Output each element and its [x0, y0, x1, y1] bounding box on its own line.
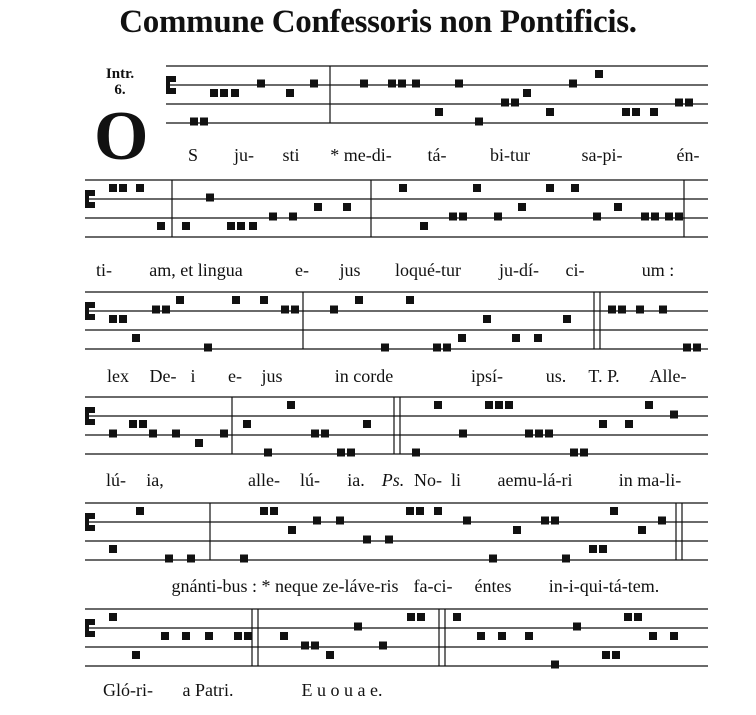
neume-note: [109, 315, 117, 323]
neume-note: [343, 203, 351, 211]
neume-note: [385, 536, 393, 544]
neume-note: [161, 632, 169, 640]
neume-note: [165, 555, 173, 563]
neume-note: [326, 651, 334, 659]
neume-note: [535, 430, 543, 438]
neume-note: [237, 222, 245, 230]
neume-note: [569, 80, 577, 88]
lyric-syllable: No-: [414, 470, 442, 490]
neume-note: [593, 213, 601, 221]
lyric-syllable: Ps.: [381, 470, 405, 490]
neume-note: [406, 296, 414, 304]
neume-note: [129, 420, 137, 428]
clef-icon-part: [88, 513, 95, 519]
neume-note: [416, 507, 424, 515]
neume-note: [459, 213, 467, 221]
neume-note: [498, 632, 506, 640]
neume-note: [614, 203, 622, 211]
neume-note: [109, 184, 117, 192]
lyric-syllable: e-: [228, 366, 242, 386]
neume-note: [269, 213, 277, 221]
lyric-syllable: lú-: [106, 470, 126, 490]
neume-note: [152, 306, 160, 314]
lyric-syllable: tá-: [427, 145, 447, 165]
neume-note: [119, 184, 127, 192]
neume-note: [624, 613, 632, 621]
neume-note: [571, 184, 579, 192]
neume-note: [612, 651, 620, 659]
neume-note: [379, 642, 387, 650]
neume-note: [406, 507, 414, 515]
neume-note: [288, 526, 296, 534]
mode-number: 6.: [114, 82, 126, 98]
neume-note: [589, 545, 597, 553]
neume-note: [119, 315, 127, 323]
lyric-syllable: gnánti-bus : * neque ze-láve-ris: [171, 576, 399, 596]
neume-note: [270, 507, 278, 515]
neume-note: [200, 118, 208, 126]
neume-note: [260, 296, 268, 304]
neume-note: [190, 118, 198, 126]
mode-label: Intr.: [105, 66, 135, 82]
neume-note: [109, 613, 117, 621]
neume-note: [187, 555, 195, 563]
neume-note: [210, 89, 218, 97]
neume-note: [455, 80, 463, 88]
neume-note: [157, 222, 165, 230]
lyric-syllable: alle-: [248, 470, 280, 490]
neume-note: [244, 632, 252, 640]
neume-note: [162, 306, 170, 314]
neume-note: [260, 507, 268, 515]
neume-note: [330, 306, 338, 314]
lyric-syllable: jus: [261, 366, 283, 386]
neume-note: [313, 517, 321, 525]
neume-note: [494, 213, 502, 221]
neume-note: [109, 430, 117, 438]
neume-note: [311, 642, 319, 650]
neume-note: [610, 507, 618, 515]
neume-note: [580, 449, 588, 457]
initial-letter: O: [94, 98, 149, 175]
neume-note: [551, 661, 559, 669]
lyric-syllable: in ma-li-: [618, 470, 682, 490]
neume-note: [632, 108, 640, 116]
neume-note: [473, 184, 481, 192]
neume-note: [176, 296, 184, 304]
neume-note: [417, 613, 425, 621]
neume-note: [435, 108, 443, 116]
neume-note: [240, 555, 248, 563]
neume-note: [321, 430, 329, 438]
neume-note: [489, 555, 497, 563]
lyric-syllable: us.: [545, 366, 567, 386]
neume-note: [622, 108, 630, 116]
neume-note: [280, 632, 288, 640]
lyric-syllable: Alle-: [649, 366, 687, 386]
clef-icon-part: [88, 407, 95, 413]
neume-note: [511, 99, 519, 107]
neume-note: [525, 632, 533, 640]
neume-note: [459, 430, 467, 438]
neume-note: [693, 344, 701, 352]
lyric-syllable: sti: [282, 145, 300, 165]
neume-note: [243, 420, 251, 428]
lyric-syllable: bi-tur: [490, 145, 530, 165]
neume-note: [336, 517, 344, 525]
neume-note: [363, 420, 371, 428]
neume-note: [638, 526, 646, 534]
neume-note: [512, 334, 520, 342]
neume-note: [477, 632, 485, 640]
neume-note: [139, 420, 147, 428]
clef-icon-part: [169, 88, 176, 94]
neume-note: [204, 344, 212, 352]
neume-note: [525, 430, 533, 438]
lyric-syllable: De-: [149, 366, 177, 386]
lyric-syllable: e-: [295, 260, 309, 280]
clef-icon-part: [88, 619, 95, 625]
neume-note: [314, 203, 322, 211]
neume-note: [182, 222, 190, 230]
neume-note: [670, 411, 678, 419]
neume-note: [495, 401, 503, 409]
neume-note: [388, 80, 396, 88]
neume-note: [232, 296, 240, 304]
neume-note: [286, 89, 294, 97]
neume-note: [562, 555, 570, 563]
lyric-syllable: éntes: [474, 576, 512, 596]
neume-note: [675, 213, 683, 221]
neume-note: [665, 213, 673, 221]
neume-note: [505, 401, 513, 409]
neume-note: [599, 420, 607, 428]
lyric-syllable: in-i-qui-tá-tem.: [548, 576, 660, 596]
lyric-syllable: i: [190, 366, 196, 386]
neume-note: [475, 118, 483, 126]
neume-note: [650, 108, 658, 116]
neume-note: [398, 80, 406, 88]
neume-note: [136, 184, 144, 192]
neume-note: [518, 203, 526, 211]
lyric-syllable: sa-pi-: [581, 145, 623, 165]
neume-note: [641, 213, 649, 221]
page-title: Commune Confessoris non Pontificis.: [119, 4, 637, 40]
neume-note: [420, 222, 428, 230]
neume-note: [347, 449, 355, 457]
neume-note: [670, 632, 678, 640]
neume-note: [434, 401, 442, 409]
neume-note: [636, 306, 644, 314]
neume-note: [172, 430, 180, 438]
neume-note: [458, 334, 466, 342]
neume-note: [264, 449, 272, 457]
neume-note: [434, 507, 442, 515]
neume-note: [132, 334, 140, 342]
neume-note: [563, 315, 571, 323]
neume-note: [570, 449, 578, 457]
neume-note: [249, 222, 257, 230]
lyric-syllable: ia,: [146, 470, 164, 490]
neume-note: [355, 296, 363, 304]
neume-note: [399, 184, 407, 192]
neume-note: [195, 439, 203, 447]
lyric-syllable: ju-: [234, 145, 254, 165]
neume-note: [599, 545, 607, 553]
neume-note: [685, 99, 693, 107]
lyric-syllable: ju-dí-: [499, 260, 539, 280]
neume-note: [449, 213, 457, 221]
lyric-syllable: én-: [676, 145, 700, 165]
lyric-syllable: ti-: [96, 260, 112, 280]
neume-note: [363, 536, 371, 544]
neume-note: [634, 613, 642, 621]
neume-note: [109, 545, 117, 553]
clef-icon-part: [88, 202, 95, 208]
lyric-syllable: S: [187, 145, 199, 165]
clef-icon-part: [88, 631, 95, 637]
clef-icon-part: [88, 190, 95, 196]
lyric-syllable: li: [450, 470, 462, 490]
lyric-syllable: Gló-ri-: [103, 680, 153, 700]
neume-note: [433, 344, 441, 352]
neume-note: [291, 306, 299, 314]
neume-note: [649, 632, 657, 640]
neume-note: [651, 213, 659, 221]
neume-note: [541, 517, 549, 525]
neume-note: [407, 613, 415, 621]
neume-note: [675, 99, 683, 107]
neume-note: [220, 89, 228, 97]
neume-note: [412, 449, 420, 457]
neume-note: [337, 449, 345, 457]
lyric-syllable: lú-: [300, 470, 320, 490]
neume-note: [523, 89, 531, 97]
neume-note: [149, 430, 157, 438]
lyric-syllable: E u o u a e.: [301, 680, 383, 700]
neume-note: [551, 517, 559, 525]
lyric-syllable: um :: [641, 260, 675, 280]
clef-icon-part: [88, 314, 95, 320]
neume-note: [206, 194, 214, 202]
neume-note: [136, 507, 144, 515]
lyric-syllable: jus: [339, 260, 361, 280]
neume-note: [618, 306, 626, 314]
neume-note: [546, 108, 554, 116]
neume-note: [381, 344, 389, 352]
neume-note: [287, 401, 295, 409]
neume-note: [220, 430, 228, 438]
clef-icon-part: [169, 76, 176, 82]
neume-note: [257, 80, 265, 88]
neume-note: [443, 344, 451, 352]
lyric-syllable: * me-di-: [330, 145, 392, 165]
neume-note: [573, 623, 581, 631]
neume-note: [360, 80, 368, 88]
neume-note: [301, 642, 309, 650]
neume-note: [658, 517, 666, 525]
lyric-syllable: a Patri.: [182, 680, 234, 700]
neume-note: [483, 315, 491, 323]
lyric-syllable: loqué-tur: [395, 260, 461, 280]
neume-note: [231, 89, 239, 97]
neume-note: [659, 306, 667, 314]
clef-icon-part: [88, 419, 95, 425]
lyric-syllable: lex: [107, 366, 129, 386]
neume-note: [227, 222, 235, 230]
neume-note: [234, 632, 242, 640]
lyric-syllable: fa-ci-: [413, 576, 453, 596]
lyric-syllable: ci-: [565, 260, 585, 280]
neume-note: [501, 99, 509, 107]
neume-note: [683, 344, 691, 352]
neume-note: [453, 613, 461, 621]
neume-note: [310, 80, 318, 88]
neume-note: [412, 80, 420, 88]
neume-note: [546, 184, 554, 192]
neume-note: [595, 70, 603, 78]
neume-note: [645, 401, 653, 409]
neume-note: [513, 526, 521, 534]
lyric-syllable: am, et lingua: [149, 260, 243, 280]
neume-note: [132, 651, 140, 659]
clef-icon-part: [88, 525, 95, 531]
neume-note: [205, 632, 213, 640]
neume-note: [625, 420, 633, 428]
lyric-syllable: in corde: [334, 366, 394, 386]
neume-note: [182, 632, 190, 640]
neume-note: [545, 430, 553, 438]
neume-note: [311, 430, 319, 438]
neume-note: [354, 623, 362, 631]
neume-note: [534, 334, 542, 342]
neume-note: [281, 306, 289, 314]
neume-note: [463, 517, 471, 525]
neume-note: [602, 651, 610, 659]
neume-note: [289, 213, 297, 221]
lyric-syllable: aemu-lá-ri: [497, 470, 573, 490]
lyric-syllable: T. P.: [588, 366, 620, 386]
lyric-syllable: ipsí-: [470, 366, 504, 386]
lyric-syllable: ia.: [347, 470, 365, 490]
neume-note: [608, 306, 616, 314]
neume-note: [485, 401, 493, 409]
clef-icon-part: [88, 302, 95, 308]
